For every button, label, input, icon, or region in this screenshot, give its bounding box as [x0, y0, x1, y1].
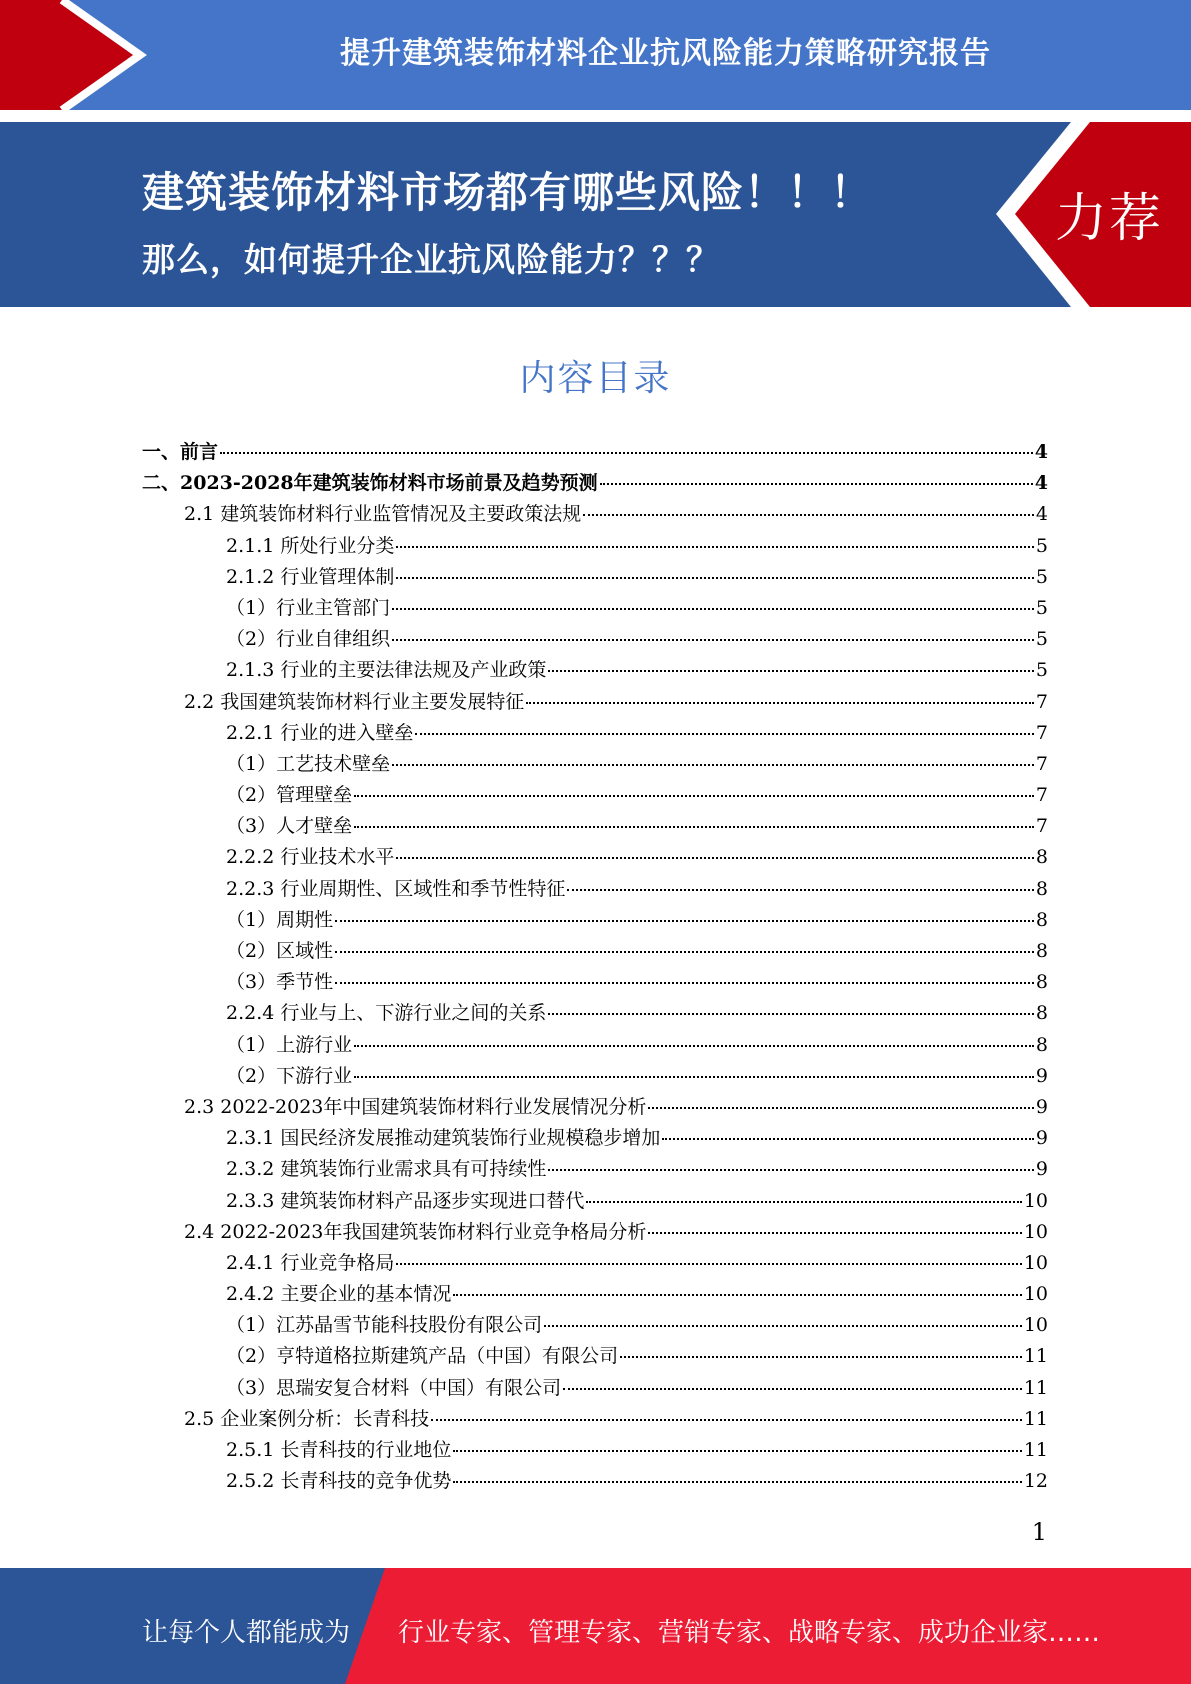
toc-entry-page: 5 [1035, 534, 1048, 557]
toc-entry-page: 4 [1034, 472, 1048, 495]
toc-leader-dots [220, 452, 1033, 454]
toc-entry-label: 2.2.4 行业与上、下游行业之间的关系 [226, 1002, 547, 1025]
toc-entry-label: 2.5.2 长青科技的竞争优势 [226, 1470, 452, 1493]
toc-leader-dots [335, 920, 1034, 922]
toc-leader-dots [563, 1388, 1022, 1390]
toc-leader-dots [648, 1232, 1021, 1234]
toc-leader-dots [335, 982, 1034, 984]
toc-leader-dots [354, 826, 1034, 828]
toc-entry[interactable] [142, 1373, 1048, 1404]
toc-entry[interactable] [142, 1123, 1048, 1154]
toc-entry-page: 7 [1035, 690, 1048, 713]
toc-entry[interactable] [142, 1279, 1048, 1310]
toc-entry-page: 10 [1023, 1189, 1048, 1212]
toc-entry-label: （2）区域性 [226, 940, 334, 962]
toc-entry-label: 2.5.1 长青科技的行业地位 [226, 1439, 452, 1461]
toc-entry-label: （3）人才壁垒 [226, 815, 353, 838]
toc-entry-label: 二、2023-2028年建筑装饰材料市场前景及趋势预测 [142, 472, 598, 495]
toc-entry[interactable] [142, 437, 1048, 468]
toc-entry-label: 2.1 建筑装饰材料行业监管情况及主要政策法规 [184, 503, 582, 526]
toc-entry-page: 8 [1035, 846, 1048, 869]
toc-entry-label: 2.4 2022-2023年我国建筑装饰材料行业竞争格局分析 [184, 1220, 647, 1243]
toc-leader-dots [453, 1294, 1021, 1296]
toc-entry-label: 2.2.1 行业的进入壁垒 [226, 721, 414, 744]
hero-headline: 建筑装饰材料市场都有哪些风险！！！ [142, 168, 874, 217]
toc-entry[interactable] [142, 1154, 1048, 1185]
hero-banner [0, 122, 1191, 307]
toc-entry-label: 2.4.1 行业竞争格局 [226, 1251, 395, 1274]
report-title: 提升建筑装饰材料企业抗风险能力策略研究报告 [340, 36, 991, 71]
toc-entry-page: 8 [1035, 877, 1048, 900]
toc-entry-label: 2.2.2 行业技术水平 [226, 846, 395, 869]
toc-leader-dots [600, 483, 1033, 485]
toc-entry-label: （1）工艺技术壁垒 [226, 752, 391, 775]
toc-leader-dots [544, 1325, 1022, 1327]
toc-entry-page: 5 [1035, 565, 1048, 588]
toc-entry-page: 10 [1023, 1314, 1048, 1337]
toc-leader-dots [392, 608, 1034, 610]
toc-entry[interactable] [142, 1186, 1048, 1217]
toc-entry[interactable] [142, 593, 1048, 624]
toc-entry[interactable] [142, 1466, 1048, 1497]
toc-entry-page: 4 [1035, 503, 1048, 526]
toc-entry-label: （1）上游行业 [226, 1033, 353, 1056]
toc-leader-dots [431, 1419, 1022, 1421]
toc-entry[interactable] [142, 531, 1048, 562]
toc-entry[interactable] [142, 998, 1048, 1029]
toc-leader-dots [396, 546, 1034, 548]
toc-entry[interactable] [142, 1030, 1048, 1061]
top-banner [0, 0, 1191, 110]
toc-entry-label: 2.4.2 主要企业的基本情况 [226, 1283, 452, 1306]
toc-entry[interactable] [142, 967, 1048, 998]
toc-entry-page: 5 [1035, 596, 1048, 619]
toc-leader-dots [354, 1045, 1034, 1047]
toc-entry[interactable] [142, 1404, 1048, 1435]
toc-entry-page: 7 [1035, 752, 1048, 775]
toc-leader-dots [354, 795, 1034, 797]
toc-entry-label: （1）江苏晶雪节能科技股份有限公司 [226, 1314, 543, 1337]
toc-entry[interactable] [142, 718, 1048, 749]
toc-entry[interactable] [142, 1061, 1048, 1092]
red-arrow-decoration [0, 0, 150, 110]
toc-entry-label: （1）周期性 [226, 908, 334, 931]
toc-leader-dots [620, 1356, 1022, 1358]
toc-entry-page: 11 [1023, 1345, 1048, 1368]
toc-entry[interactable] [142, 936, 1048, 967]
toc-entry[interactable] [142, 1217, 1048, 1248]
toc-entry[interactable] [142, 499, 1048, 530]
toc-entry[interactable] [142, 905, 1048, 936]
toc-leader-dots [396, 1263, 1021, 1265]
toc-entry-label: 2.1.1 所处行业分类 [226, 534, 395, 557]
toc-entry-page: 7 [1035, 721, 1048, 744]
toc-leader-dots [548, 670, 1034, 672]
toc-entry[interactable] [142, 468, 1048, 499]
toc-entry[interactable] [142, 1248, 1048, 1279]
toc-leader-dots [392, 639, 1034, 641]
toc-entry-page: 7 [1035, 815, 1048, 838]
toc-leader-dots [526, 702, 1034, 704]
page-number: 1 [1031, 1518, 1047, 1546]
footer-slogan-left: 让每个人都能成为 [142, 1618, 351, 1648]
toc-leader-dots [396, 857, 1034, 859]
toc-entry-page: 8 [1035, 940, 1048, 962]
toc-entry-page: 10 [1023, 1251, 1048, 1274]
toc-leader-dots [453, 1481, 1021, 1483]
toc-entry-page: 8 [1035, 908, 1048, 931]
toc-entry-page: 12 [1023, 1470, 1048, 1493]
toc-entry-label: （3）思瑞安复合材料（中国）有限公司 [226, 1376, 562, 1399]
toc-entry-label: （2）亨特道格拉斯建筑产品（中国）有限公司 [226, 1345, 619, 1368]
toc-entry[interactable] [142, 1310, 1048, 1341]
toc-entry-page: 9 [1035, 1095, 1048, 1118]
toc-entry-page: 8 [1035, 971, 1048, 994]
footer-slogan-right: 行业专家、管理专家、营销专家、战略专家、成功企业家…… [398, 1618, 1101, 1648]
toc-entry-page: 11 [1023, 1439, 1048, 1461]
toc-entry-page: 8 [1035, 1033, 1048, 1056]
toc-heading: 内容目录 [519, 358, 672, 399]
toc-leader-dots [548, 1013, 1034, 1015]
toc-entry[interactable] [142, 780, 1048, 811]
toc-leader-dots [415, 733, 1034, 735]
toc-entry-label: （2）行业自律组织 [226, 628, 391, 651]
toc-leader-dots [335, 951, 1034, 953]
toc-entry[interactable] [142, 1341, 1048, 1372]
toc-entry[interactable] [142, 842, 1048, 873]
toc-entry[interactable] [142, 562, 1048, 593]
toc-entry-label: 2.3 2022-2023年中国建筑装饰材料行业发展情况分析 [184, 1095, 647, 1118]
toc-entry-label: 2.3.1 国民经济发展推动建筑装饰行业规模稳步增加 [226, 1127, 661, 1150]
toc-leader-dots [354, 1076, 1034, 1078]
toc-leader-dots [453, 1450, 1021, 1452]
toc-entry[interactable] [142, 1435, 1048, 1466]
toc-entry[interactable] [142, 687, 1048, 718]
toc-entry-label: （1）行业主管部门 [226, 596, 391, 619]
toc-entry[interactable] [142, 874, 1048, 905]
toc-leader-dots [662, 1138, 1034, 1140]
toc-entry-page: 9 [1035, 1158, 1048, 1181]
toc-entry[interactable] [142, 1092, 1048, 1123]
toc-entry-page: 10 [1023, 1220, 1048, 1243]
toc-leader-dots [583, 514, 1034, 516]
toc-entry-label: 2.1.3 行业的主要法律法规及产业政策 [226, 659, 547, 682]
toc-entry-label: 2.3.2 建筑装饰行业需求具有可持续性 [226, 1158, 547, 1181]
toc-entry-label: （3）季节性 [226, 971, 334, 994]
toc-leader-dots [586, 1201, 1021, 1203]
recommend-badge-text: 力荐 [1054, 189, 1163, 249]
toc-leader-dots [392, 764, 1034, 766]
toc-entry-label: 2.1.2 行业管理体制 [226, 565, 395, 588]
toc-entry-label: 2.3.3 建筑装饰材料产品逐步实现进口替代 [226, 1189, 585, 1212]
hero-subheadline: 那么，如何提升企业抗风险能力？？？ [142, 240, 720, 279]
toc-entry[interactable] [142, 624, 1048, 655]
toc-entry[interactable] [142, 655, 1048, 686]
toc-entry-page: 5 [1035, 659, 1048, 682]
toc-entry-page: 11 [1023, 1407, 1048, 1430]
toc-entry[interactable] [142, 749, 1048, 780]
toc-leader-dots [396, 577, 1034, 579]
table-of-contents [142, 437, 1048, 1497]
toc-entry-page: 10 [1023, 1283, 1048, 1306]
toc-entry-label: 2.2.3 行业周期性、区域性和季节性特征 [226, 877, 566, 900]
toc-entry-page: 4 [1034, 441, 1048, 463]
toc-leader-dots [567, 889, 1034, 891]
toc-entry-label: 一、前言 [142, 441, 219, 463]
toc-entry-label: （2）下游行业 [226, 1064, 353, 1087]
toc-entry-page: 9 [1035, 1064, 1048, 1087]
toc-entry-page: 7 [1035, 784, 1048, 807]
toc-entry-page: 9 [1035, 1127, 1048, 1150]
toc-entry[interactable] [142, 811, 1048, 842]
toc-entry-label: 2.5 企业案例分析：长青科技 [184, 1407, 430, 1430]
toc-leader-dots [548, 1169, 1034, 1171]
toc-entry-label: （2）管理壁垒 [226, 784, 353, 807]
toc-entry-page: 5 [1035, 628, 1048, 651]
toc-entry-page: 11 [1023, 1376, 1048, 1399]
toc-leader-dots [648, 1107, 1034, 1109]
footer-banner [0, 1568, 1191, 1684]
toc-entry-page: 8 [1035, 1002, 1048, 1025]
toc-entry-label: 2.2 我国建筑装饰材料行业主要发展特征 [184, 690, 525, 713]
